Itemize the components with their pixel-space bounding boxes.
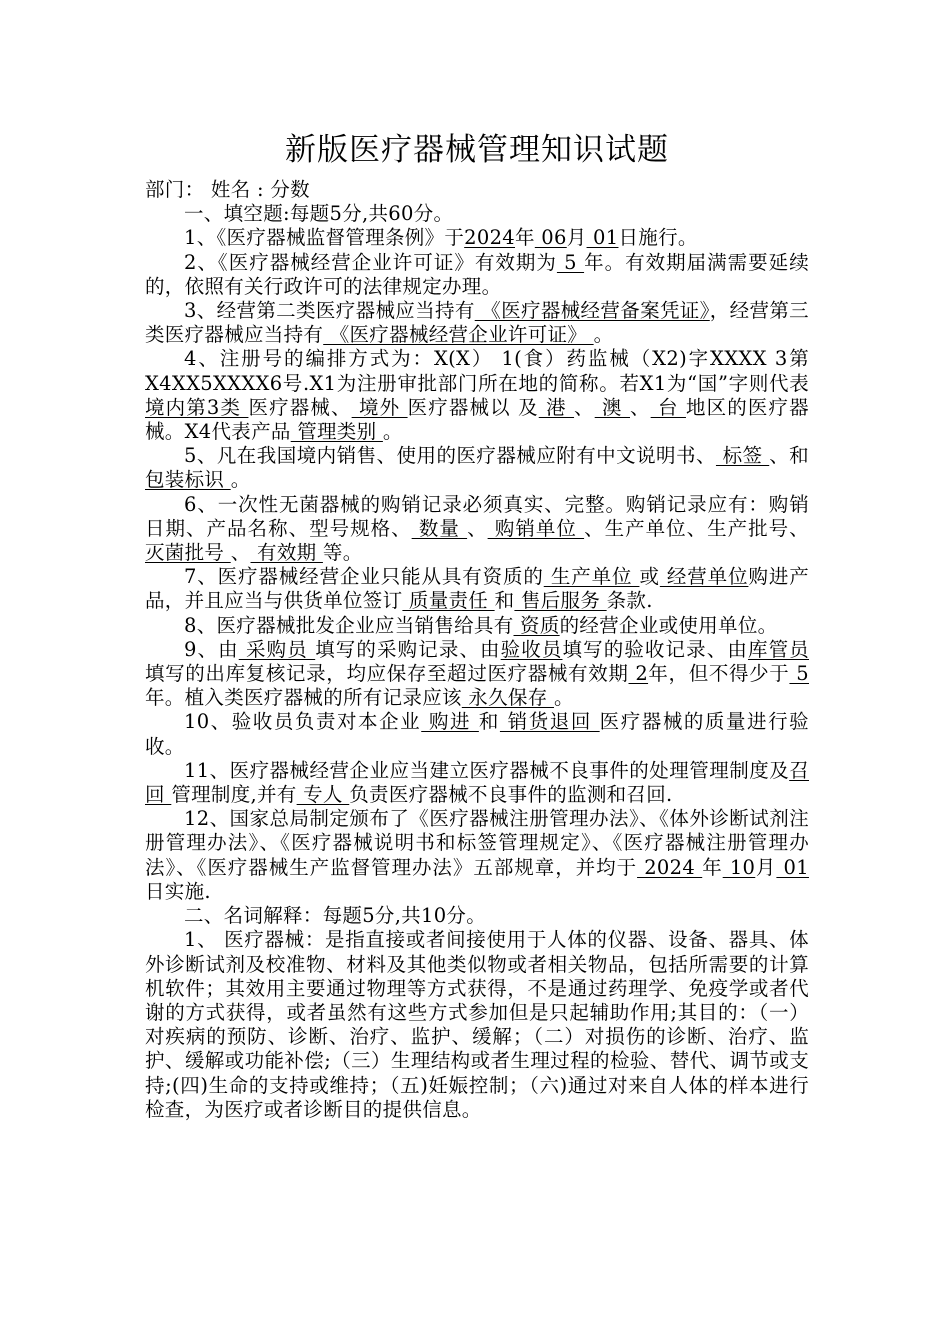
text-run: 的经营企业或使用单位。: [559, 613, 778, 637]
answer-blank: 境内第3类: [145, 395, 249, 419]
question-4: [145, 347, 809, 444]
text-run: 8、医疗器械批发企业应当销售给具有: [184, 613, 514, 637]
answer-blank: 数量: [411, 516, 468, 540]
answer-blank: 2024: [464, 226, 515, 250]
answer-blank: 永久保存: [461, 686, 555, 710]
answer-blank: 5: [789, 662, 809, 686]
document-page: [145, 128, 809, 1122]
answer-blank: 境外: [351, 395, 408, 419]
text-run: 医疗器械以 及: [407, 395, 539, 419]
score-label: 分数: [270, 178, 310, 201]
answer-blank: 召回: [145, 758, 809, 807]
text-run: 和: [478, 710, 500, 734]
text-run: 日施行。: [618, 226, 698, 250]
answer-blank: 质量责任: [402, 589, 495, 613]
question-5: [145, 444, 809, 492]
text-run: 、: [467, 516, 488, 540]
text-run: 10、验收员负责对本企业: [184, 710, 422, 734]
question-2: [145, 251, 809, 299]
text-run: 7、医疗器械经营企业只能从具有资质的: [184, 565, 544, 589]
question-8: [145, 614, 809, 638]
answer-blank: 包装标识: [145, 468, 231, 492]
definition-1: 1、 医疗器械：是指直接或者间接使用于人体的仪器、设备、器具、体外诊断试剂及校准物、材料及其他类似物或者相关物品，包括所需要的计算机软件；其效用主要通过物理等方式获得，不是通过药理学、免疫学或者代谢的方式获得，或者虽然有这些方式参加但是只起辅助作用;其目的：（一）对疾病的预防、诊断、治疗、监护、缓解；（二）对损伤的诊断、治疗、监护、缓解或功能补偿;（三）生理结构或者生理过程的检验、替代、调节或支持;(四)生命的支持或维持；（五)妊娠控制；（六)通过对来自人体的样本进行检查，为医疗或者诊断目的提供信息。: [145, 928, 809, 1121]
question-3: [145, 299, 809, 347]
text-run: 。: [230, 468, 251, 492]
text-run: 6、一次性无菌器械的购销记录必须真实、完整。购销记录应有：购销日期、产品名称、型号规格、: [145, 492, 809, 540]
text-run: 购进产品，并且应当与供货单位签订: [145, 565, 809, 613]
text-run: 和: [494, 589, 515, 613]
question-12: [145, 807, 809, 904]
answer-blank: 01: [586, 226, 619, 250]
text-run: 地区的医疗器械。X4代表产品: [145, 395, 809, 444]
text-run: 、: [630, 395, 651, 419]
page-title: 新版医疗器械管理知识试题: [285, 132, 669, 168]
section1-heading: 一、填空题:每题5分,共60分。: [184, 202, 454, 226]
answer-blank: 管理类别: [290, 420, 383, 444]
text-run: 月: [755, 855, 777, 879]
text-run: 年。有效期届满需要延续的，依照有关行政许可的法律规定办理。: [145, 250, 809, 298]
header-line: [145, 178, 809, 202]
question-6: [145, 493, 809, 566]
answer-blank: 港: [538, 395, 575, 419]
text-run: ，经营第三类医疗器械应当持有: [145, 299, 809, 347]
answer-blank: 验收员: [500, 637, 563, 661]
question-11: [145, 759, 809, 807]
answer-blank: 10: [722, 855, 756, 879]
text-run: 、: [230, 541, 251, 565]
text-run: 年: [702, 855, 723, 879]
text-run: 9、由: [184, 637, 239, 661]
text-run: 年。植入类医疗器械的所有记录应该: [145, 686, 462, 710]
answer-blank: 售后服务: [514, 589, 607, 613]
answer-blank: 2: [628, 662, 649, 686]
question-1: [145, 226, 809, 250]
dept-label: 部门：: [145, 178, 205, 201]
text-run: 、和: [769, 444, 809, 468]
text-run: 条款.: [606, 589, 653, 613]
text-run: 1、《医疗器械监督管理条例》于: [184, 226, 465, 250]
question-10: [145, 710, 809, 758]
text-run: 、生产单位、生产批号、: [584, 516, 809, 540]
text-run: 12、国家总局制定颁布了《医疗器械注册管理办法》、《体外诊断试剂注册管理办法》、《医疗器械说明书和标签管理规定》、《医疗器械注册管理办法》、《医疗器械生产监督管理办法》五部规章，并均于: [145, 807, 809, 879]
text-run: 填写的采购记录、由: [315, 637, 501, 661]
answer-blank: 资质: [513, 613, 560, 637]
text-run: 管理制度,并有: [171, 783, 297, 807]
answer-blank: 01: [776, 855, 809, 879]
answer-blank: 经营单位: [659, 565, 749, 589]
text-run: 或: [639, 565, 660, 589]
answer-blank: 专人: [296, 783, 350, 807]
text-run: 2、《医疗器械经营企业许可证》有效期为: [184, 250, 557, 274]
answer-blank: 库管员: [747, 637, 810, 661]
answer-blank: 《医疗器械经营企业许可证》: [323, 323, 594, 347]
text-run: 11、医疗器械经营企业应当建立医疗器械不良事件的处理管理制度及: [184, 758, 790, 782]
text-run: 。: [554, 686, 574, 710]
question-7: [145, 565, 809, 613]
answer-blank: 《医疗器械经营备案凭证》: [474, 299, 710, 323]
text-run: 3、经营第二类医疗器械应当持有: [184, 299, 475, 323]
text-run: 日实施.: [145, 879, 211, 903]
answer-blank: 灭菌批号: [145, 541, 231, 565]
answer-blank: 06: [534, 226, 567, 250]
text-run: 。: [382, 420, 403, 444]
answer-blank: 澳: [594, 395, 630, 419]
text-run: 医疗器械、: [248, 395, 352, 419]
text-run: 填写的出库复核记录，均应保存至超过医疗器械有效期: [145, 662, 629, 686]
section2-heading: 二、名词解释：每题5分,共10分。: [184, 904, 487, 928]
text-run: 填写的验收记录、由: [562, 637, 748, 661]
answer-blank: 采购员: [238, 637, 316, 661]
text-run: 5、凡在我国境内销售、使用的医疗器械应附有中文说明书、: [184, 444, 716, 468]
answer-blank: 有效期: [250, 541, 323, 565]
text-run: 医疗器械的质量进行验收。: [145, 710, 809, 758]
question-9: [145, 638, 809, 711]
answer-blank: 2024: [637, 855, 703, 879]
text-run: 负责医疗器械不良事件的监测和召回.: [349, 783, 673, 807]
answer-blank: 标签: [715, 444, 770, 468]
answer-blank: 生产单位: [543, 565, 640, 589]
answer-blank: 购销单位: [487, 516, 585, 540]
text-run: 年: [515, 226, 535, 250]
text-run: 等。: [322, 541, 363, 565]
answer-blank: 5: [556, 250, 585, 274]
text-run: 月: [566, 226, 587, 250]
answer-blank: 台: [650, 395, 686, 419]
answer-blank: 销货退回: [499, 710, 600, 734]
text-run: 。: [593, 323, 614, 347]
text-run: 、: [574, 395, 595, 419]
text-run: 4、注册号的编排方式为：X(X） 1(食）药监械（X2)字XXXX 3第X4XX5XXXX6号.X1为注册审批部门所在地的简称。若X1为“国”字则代表: [145, 347, 809, 395]
name-label: 姓名 :: [210, 178, 264, 201]
answer-blank: 购进: [421, 710, 479, 734]
text-run: 年，但不得少于: [648, 662, 790, 686]
